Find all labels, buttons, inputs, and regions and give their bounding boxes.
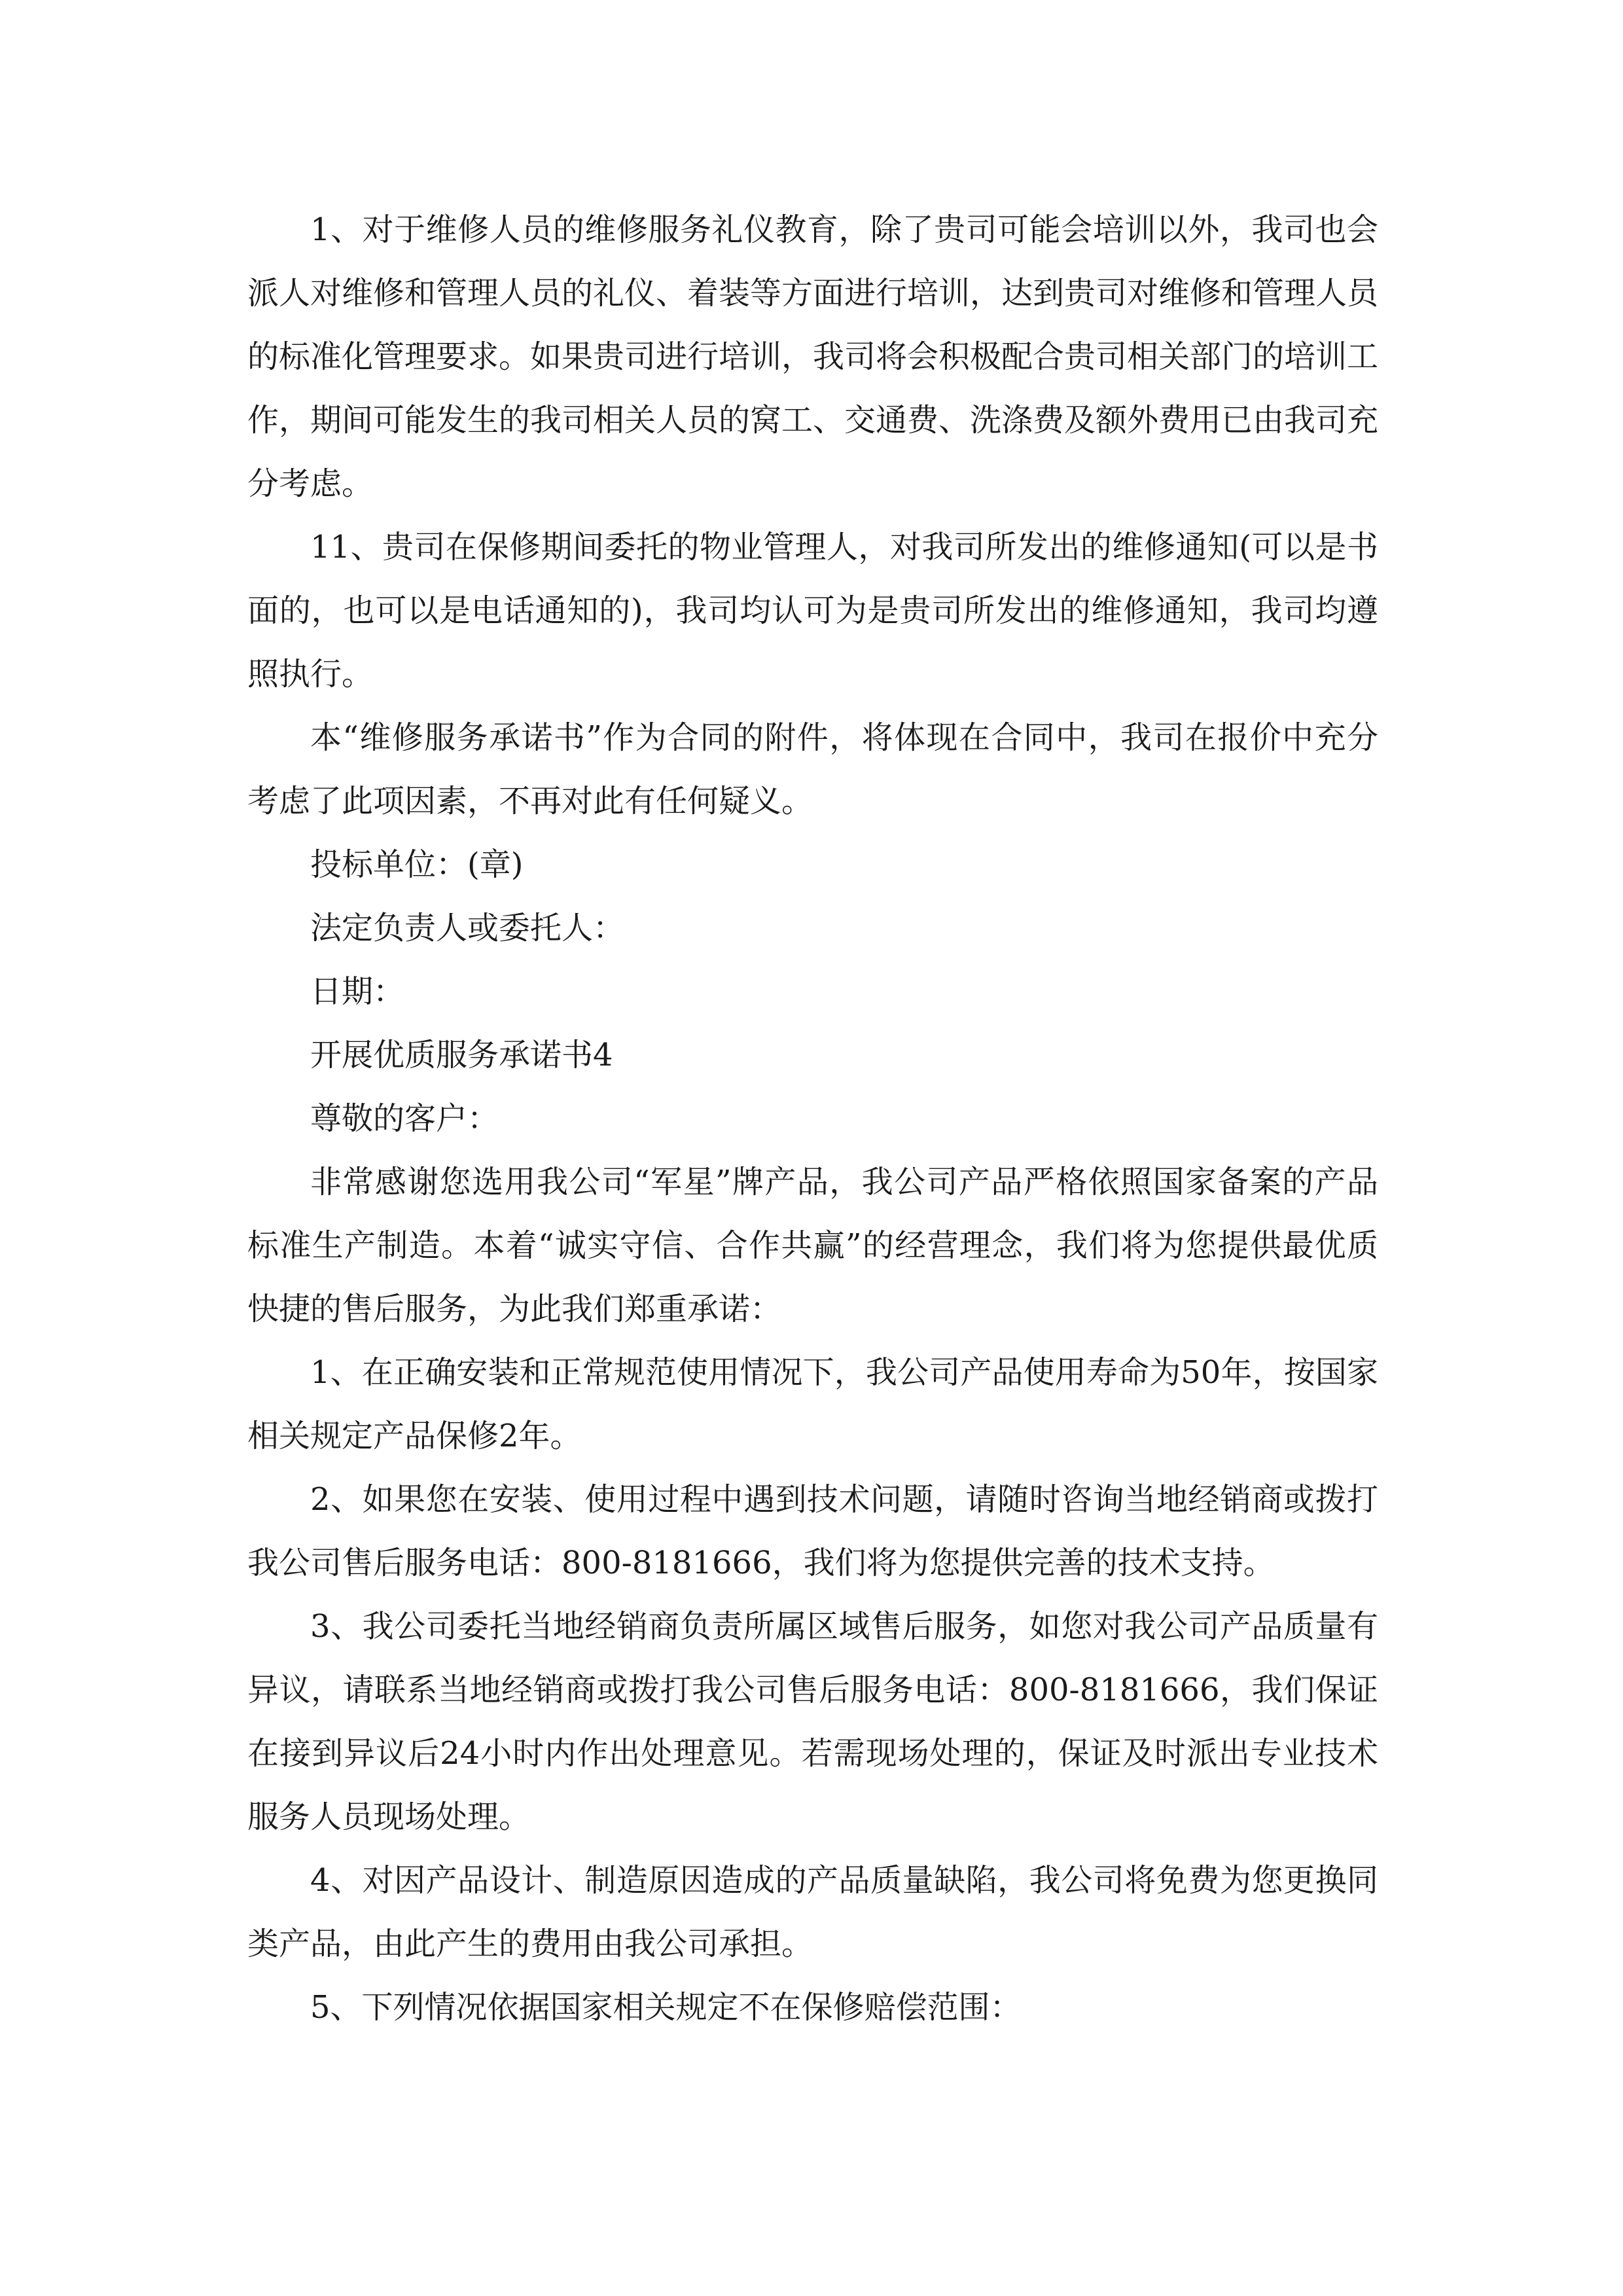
paragraph-property-manager: 11、贵司在保修期间委托的物业管理人，对我司所发出的维修通知(可以是书面的，也可以是电话通知的)，我司均认可为是贵司所发出的维修通知，我司均遵照执行。 [247,529,1378,692]
legal-representative-line: 法定负责人或委托人： [310,910,625,946]
list-item-4: 4、对因产品设计、制造原因造成的产品质量缺陷，我公司将免费为您更换同类产品，由此产生的费用由我公司承担。 [247,1862,1378,1962]
salutation: 尊敬的客户： [310,1100,499,1137]
section-title: 开展优质服务承诺书4 [310,1037,613,1073]
bidder-unit-line: 投标单位：(章) [310,846,524,883]
list-item-3: 3、我公司委托当地经销商负责所属区域售后服务，如您对我公司产品质量有异议，请联系当地经销商或拨打我公司售后服务电话：800-8181666，我们保证在接到异议后24小时内作出处理意见。若需现场处理的，保证及时派出专业技术服务人员现场处理。 [247,1608,1378,1835]
list-item-1: 1、在正确安装和正常规范使用情况下，我公司产品使用寿命为50年，按国家相关规定产品保修2年。 [247,1354,1378,1454]
paragraph-training: 1、对于维修人员的维修服务礼仪教育，除了贵司可能会培训以外，我司也会派人对维修和管理人员的礼仪、着装等方面进行培训，达到贵司对维修和管理人员的标准化管理要求。如果贵司进行培训，我司将会积极配合贵司相关部门的培训工作，期间可能发生的我司相关人员的窝工、交通费、洗涤费及额外费用已由我司充分考虑。 [247,211,1379,502]
date-line: 日期： [310,973,405,1010]
paragraph-intro: 非常感谢您选用我公司“军星”牌产品，我公司产品严格依照国家备案的产品标准生产制造。本着“诚实守信、合作共赢”的经营理念，我们将为您提供最优质快捷的售后服务，为此我们郑重承诺： [247,1164,1378,1327]
paragraph-contract-attachment: 本“维修服务承诺书”作为合同的附件，将体现在合同中，我司在报价中充分考虑了此项因素，不再对此有任何疑义。 [247,719,1378,819]
list-item-5: 5、下列情况依据国家相关规定不在保修赔偿范围： [310,1989,1022,2026]
document-body [247,198,1378,2039]
list-item-2: 2、如果您在安装、使用过程中遇到技术问题，请随时咨询当地经销商或拨打我公司售后服务电话：800-8181666，我们将为您提供完善的技术支持。 [247,1481,1378,1581]
